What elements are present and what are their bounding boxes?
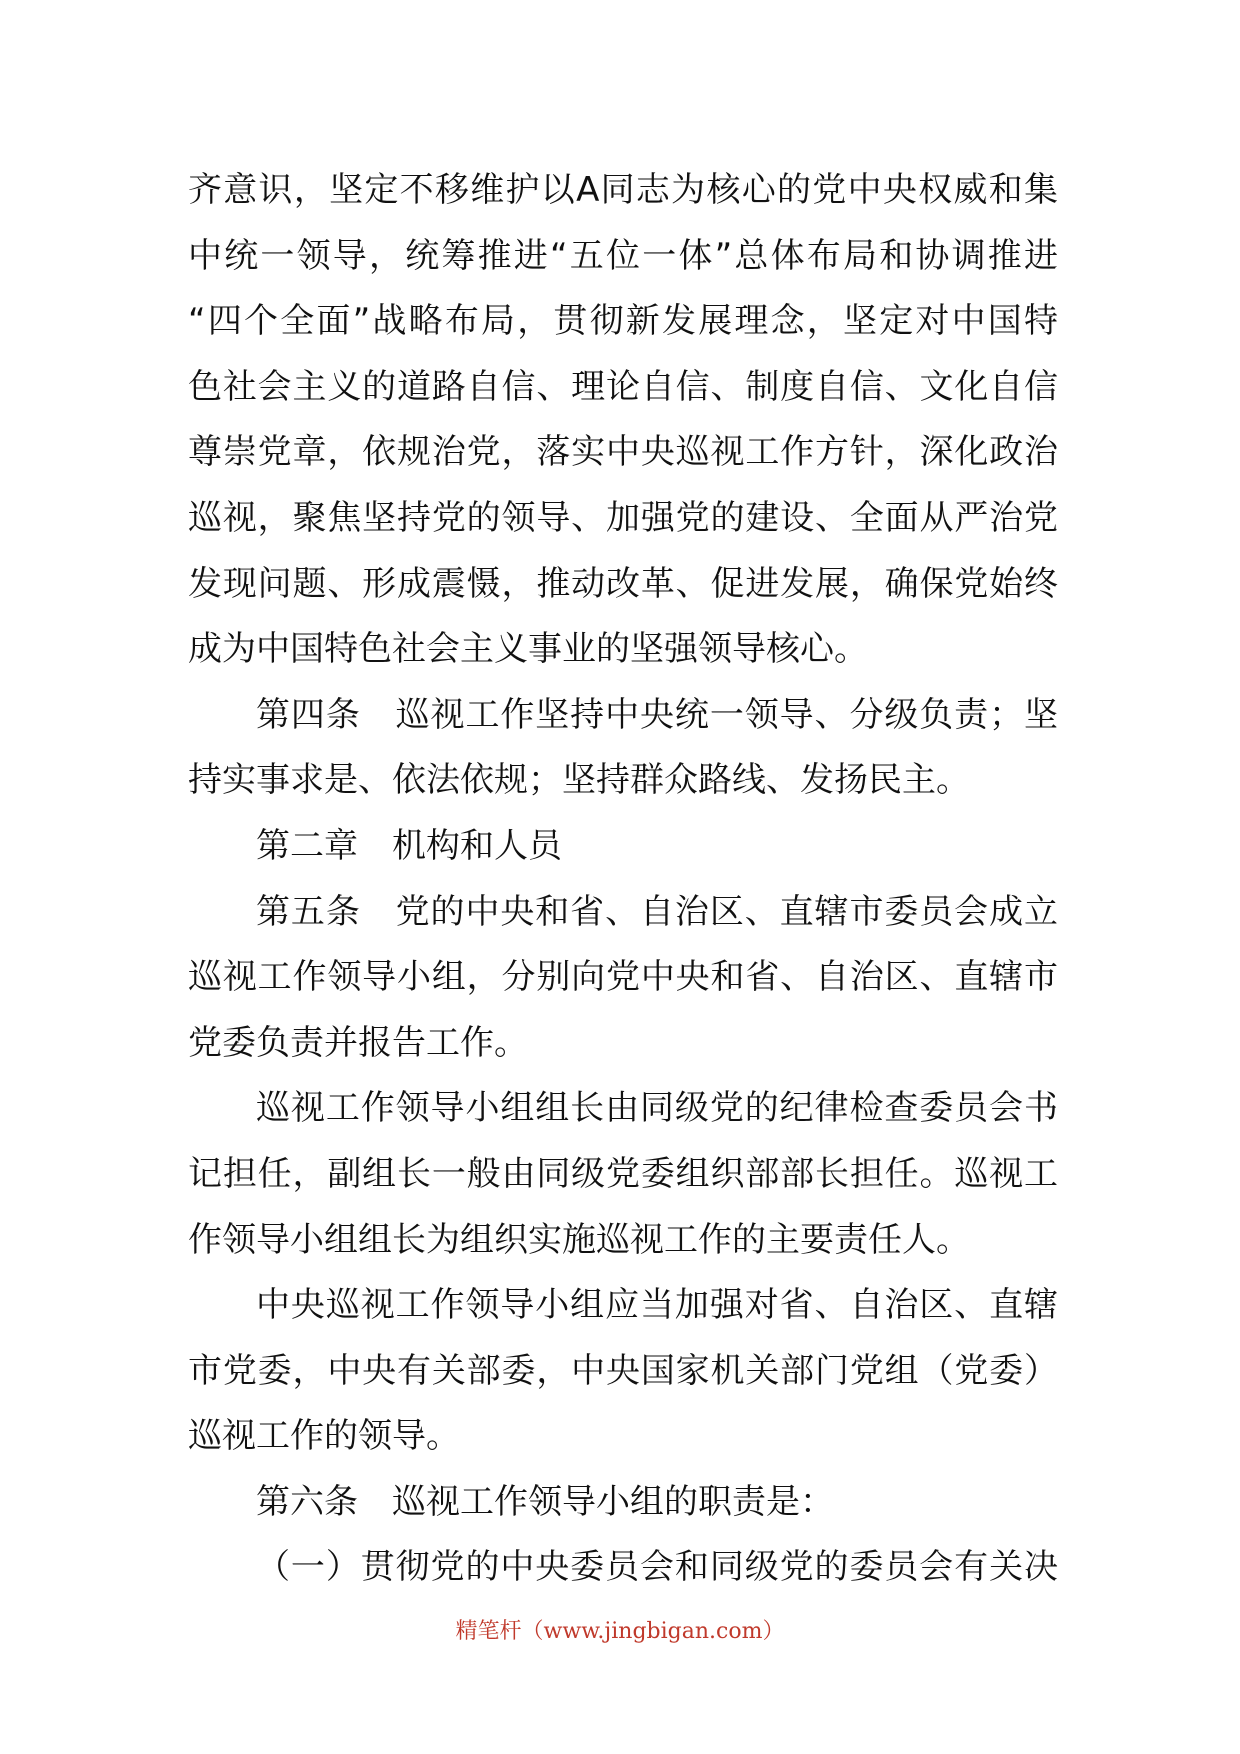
text-line: 第二章 机构和人员 [256,825,562,866]
text-line: 发现问题、形成震慑，推动改革、促进发展，确保党始终 [188,563,1058,604]
text-line: 持实事求是、依法依规；坚持群众路线、发扬民主。 [188,760,970,801]
text-line: “四个全面”战略布局，贯彻新发展理念，坚定对中国特 [188,301,1058,342]
text-line: 中统一领导，统筹推进“五位一体”总体布局和协调推进 [188,235,1058,276]
text-line: 巡视，聚焦坚持党的领导、加强党的建设、全面从严治党 [188,497,1058,538]
text-line: 市党委，中央有关部委，中央国家机关部门党组（党委） [188,1350,1058,1391]
text-line: 党委负责并报告工作。 [188,1022,528,1063]
text-line: 巡视工作的领导。 [188,1416,460,1457]
text-line: 巡视工作领导小组，分别向党中央和省、自治区、直辖市 [188,957,1058,998]
footer-watermark: 精笔杆（www.jingbigan.com） [455,1619,785,1644]
text-line: 色社会主义的道路自信、理论自信、制度自信、文化自信 [188,366,1058,407]
text-line: 第四条 巡视工作坚持中央统一领导、分级负责；坚 [256,694,1058,735]
document-body [188,158,1058,1601]
text-line: 第六条 巡视工作领导小组的职责是： [256,1481,834,1522]
text-line: （一）贯彻党的中央委员会和同级党的委员会有关决 [256,1547,1058,1588]
text-line: 尊崇党章，依规治党，落实中央巡视工作方针，深化政治 [188,432,1058,473]
text-line: 记担任，副组长一般由同级党委组织部部长担任。巡视工 [188,1153,1058,1194]
text-line: 第五条 党的中央和省、自治区、直辖市委员会成立 [256,891,1058,932]
text-line: 巡视工作领导小组组长由同级党的纪律检查委员会书 [256,1088,1058,1129]
text-line: 作领导小组组长为组织实施巡视工作的主要责任人。 [188,1219,970,1260]
text-line: 中央巡视工作领导小组应当加强对省、自治区、直辖 [256,1285,1058,1326]
text-line: 齐意识，坚定不移维护以A同志为核心的党中央权威和集 [188,170,1058,210]
text-line: 成为中国特色社会主义事业的坚强领导核心。 [188,629,868,670]
